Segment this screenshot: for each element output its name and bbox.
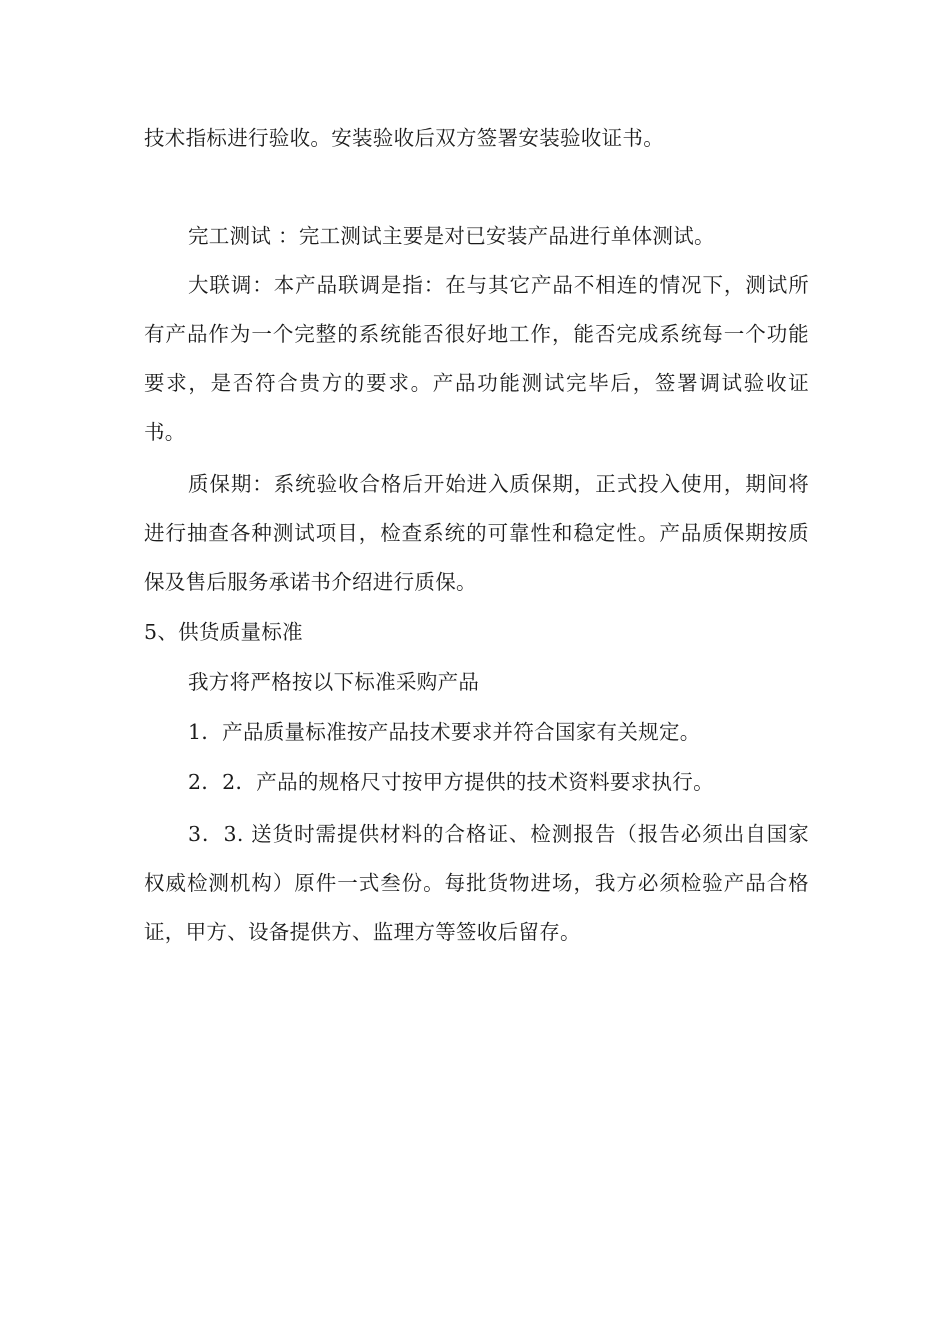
paragraph-joint-debugging: 大联调：本产品联调是指：在与其它产品不相连的情况下，测试所有产品作为一个完整的系统能否很好地工作，能否完成系统每一个功能要求，是否符合贵方的要求。产品功能测试完毕后，签署调试验收证书。 <box>144 273 809 444</box>
list-item-delivery-certificates: 3．3. 送货时需提供材料的合格证、检测报告（报告必须出自国家权威检测机构）原件一式叁份。每批货物进场，我方必须检验产品合格证，甲方、设备提供方、监理方等签收后留存。 <box>144 822 809 944</box>
paragraph-acceptance-continuation: 技术指标进行验收。安装验收后双方签署安装验收证书。 <box>144 126 664 150</box>
section-heading-supply-quality: 5、供货质量标准 <box>144 620 303 644</box>
list-item-specifications: 2．2．产品的规格尺寸按甲方提供的技术资料要求执行。 <box>188 770 714 794</box>
list-item-quality-standard: 1．产品质量标准按产品技术要求并符合国家有关规定。 <box>188 720 701 744</box>
paragraph-warranty-period: 质保期：系统验收合格后开始进入质保期，正式投入使用，期间将进行抽查各种测试项目，检查系统的可靠性和稳定性。产品质保期按质保及售后服务承诺书介绍进行质保。 <box>144 472 809 594</box>
paragraph-completion-test: 完工测试 ：完工测试主要是对已安装产品进行单体测试。 <box>188 224 715 248</box>
paragraph-procurement-intro: 我方将严格按以下标准采购产品 <box>188 670 480 694</box>
